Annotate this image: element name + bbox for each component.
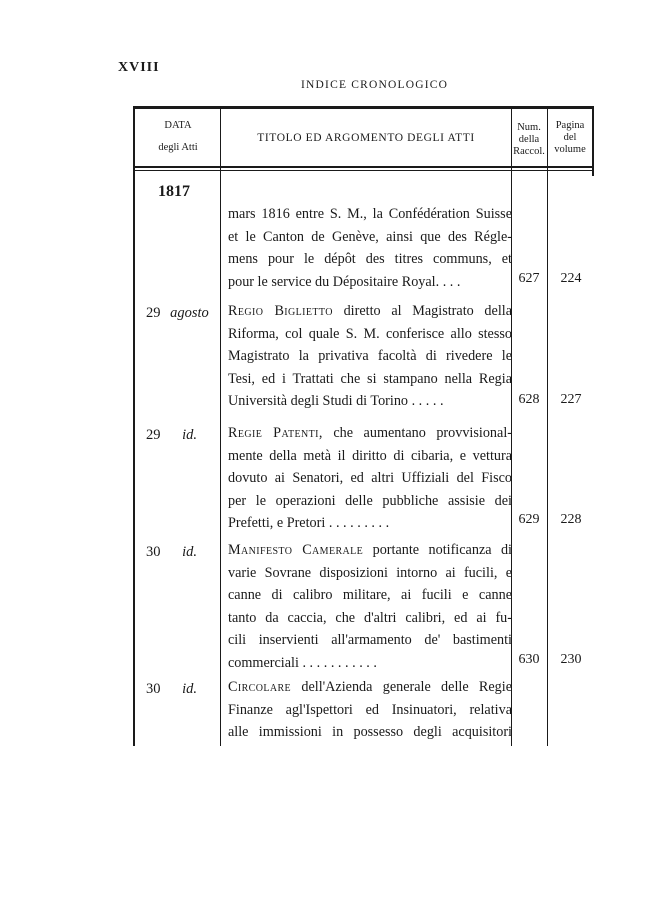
header-data <box>136 120 220 154</box>
entry-line: per le operazioni delle pubbliche assisie dei <box>228 492 512 509</box>
entry-line: Finanze agl'Ispettori ed Insinuatori, relativa <box>228 701 512 718</box>
entry-line: diretto al Magistrato della <box>332 303 512 319</box>
entry-lead: Regie Patenti, <box>228 425 323 441</box>
entry-line: Tesi, ed i Trattati che si stampano nella Regia <box>228 370 512 387</box>
entry-line: portante notificanza di <box>363 542 512 558</box>
header-bottom-rule <box>133 166 594 168</box>
year-heading: 1817 <box>158 183 190 200</box>
running-head: INDICE CRONOLOGICO <box>301 79 449 91</box>
entry-row <box>228 539 512 674</box>
entry-line: commerciali . . . . . . . . . . . <box>228 654 377 671</box>
entry-line: dell'Azienda generale delle Regie <box>291 679 512 695</box>
table-top-rule <box>133 106 594 109</box>
header-num-line1: Num. <box>517 122 541 133</box>
entry-row <box>228 676 512 744</box>
entry-line: mens pour le dépôt des titres communs, et <box>228 251 512 267</box>
volume-page: 228 <box>560 512 582 527</box>
raccolta-number: 628 <box>518 392 540 407</box>
entry-line: canne di calibro militare, ai fucili e canne <box>228 587 512 603</box>
entry-line: Magistrato la privativa facoltà di rivedere le <box>228 348 512 364</box>
col-divider-date <box>220 106 221 746</box>
header-bottom-rule-thin <box>133 170 594 171</box>
entry-line: dovuto ai Senatori, ed altri Uffiziali del Fisco <box>228 470 512 486</box>
entry-line: mente della metà il diritto di cibaria, e vettura <box>228 447 512 464</box>
header-pagina-line1: Pagina <box>555 120 585 131</box>
entry-line: et le Canton de Genève, ainsi que des Régle- <box>228 228 512 245</box>
entry-line: pour le service du Dépositaire Royal. . . . <box>228 273 461 290</box>
entry-line: che aumentano provvisional- <box>322 425 512 441</box>
volume-page: 227 <box>560 392 582 407</box>
entry-date <box>146 681 197 698</box>
volume-page: 224 <box>560 271 582 286</box>
entry-line: Riforma, col quale S. M. conferisce allo stesso <box>228 325 512 342</box>
entry-line: tanto da caccia, che d'altri calibri, ed ai fu- <box>228 609 512 626</box>
header-pagina-line2: del <box>563 132 577 143</box>
entry-line: Prefetti, e Pretori . . . . . . . . . <box>228 515 390 531</box>
entry-month: id. <box>182 427 198 443</box>
entry-day: 30 <box>146 544 161 560</box>
entry-day: 30 <box>146 681 161 697</box>
page-number: XVIII <box>118 60 160 75</box>
entry-line: alle immissioni in possesso degli acquisitori <box>228 724 512 740</box>
entry-month: id. <box>182 544 198 560</box>
entry-day: 29 <box>146 305 161 321</box>
entry-day: 29 <box>146 427 161 443</box>
header-num-line2: della <box>518 134 540 145</box>
raccolta-number: 627 <box>518 271 540 286</box>
entry-date <box>146 544 197 561</box>
entry-lead: Manifesto Camerale <box>228 542 364 558</box>
entry-date <box>146 427 197 444</box>
volume-page: 230 <box>560 652 582 667</box>
header-num-line3: Raccol. <box>513 146 545 157</box>
entry-line: mars 1816 entre S. M., la Confédération Suisse <box>228 206 512 222</box>
header-pagina <box>548 120 592 156</box>
entry-row <box>228 203 512 293</box>
left-border <box>133 106 135 746</box>
header-titolo: TITOLO ED ARGOMENTO DEGLI ATTI <box>257 132 475 144</box>
entry-line: cili inservienti all'armamento de' bastimenti <box>228 632 512 648</box>
header-data-line1: DATA <box>164 120 192 131</box>
entry-row <box>228 300 512 413</box>
entry-line: Università degli Studi di Torino . . . . . <box>228 393 444 409</box>
raccolta-number: 630 <box>518 652 540 667</box>
entry-lead: Regio Biglietto <box>228 303 333 319</box>
right-border <box>592 106 594 176</box>
header-num <box>511 122 547 158</box>
entry-line: varie Sovrane disposizioni intorno ai fucili, e <box>228 564 512 581</box>
header-data-line2: degli Atti <box>158 142 198 153</box>
col-divider-num <box>547 106 548 746</box>
raccolta-number: 629 <box>518 512 540 527</box>
entry-lead: Circolare <box>228 679 292 695</box>
entry-row <box>228 422 512 535</box>
header-pagina-line3: volume <box>554 144 586 155</box>
entry-month: agosto <box>170 305 209 321</box>
entry-date <box>146 305 209 322</box>
entry-month: id. <box>182 681 198 697</box>
